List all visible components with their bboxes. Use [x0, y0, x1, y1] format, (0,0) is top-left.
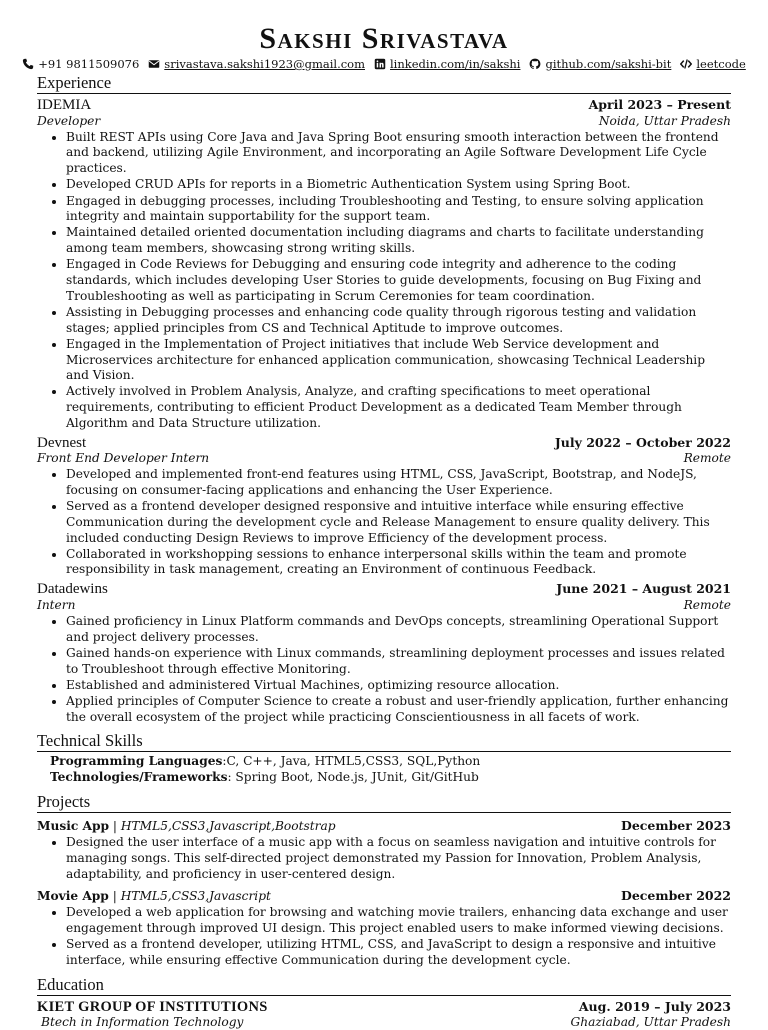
project-separator: | [109, 818, 121, 833]
experience-org: IDEMIA [37, 97, 92, 113]
bullet-item: • Engaged in debugging processes, including Troubleshooting and Testing, to ensure solving application integrity and maintain supportability for the support team. [66, 194, 731, 225]
experience-dates: April 2023 – Present [588, 97, 731, 112]
project-title: Movie App [37, 888, 109, 903]
education-head [37, 999, 731, 1016]
experience-role: Front End Developer Intern [37, 451, 210, 466]
education-dates: Aug. 2019 – July 2023 [578, 998, 731, 1014]
skills-languages-row [50, 754, 731, 770]
project-date: December 2022 [620, 887, 731, 903]
bullet-item: • Gained hands-on experience with Linux commands, streamlining deployment processes and issues related to Troubleshoot through effective Monitoring. [66, 646, 731, 677]
email-link[interactable]: srivastava.sakshi1923@gmail.com [164, 57, 365, 71]
envelope-icon [148, 58, 160, 70]
contact-bar [37, 56, 746, 72]
education-school: KIET GROUP OF INSTITUTIONS [37, 998, 268, 1015]
skills-languages-value: :C, C++, Java, HTML5,CSS3, SQL,Python [222, 754, 481, 769]
experience-location: Remote [683, 451, 731, 466]
skills-frameworks-label: Technologies/Frameworks [50, 770, 228, 785]
bullet-item: • Established and administered Virtual Machines, optimizing resource allocation. [66, 678, 731, 694]
experience-org: Devnest [37, 434, 87, 451]
experience-entry-head [37, 581, 731, 598]
skills-block [37, 754, 731, 785]
project-title: Music App [37, 818, 110, 833]
bullet-item: • Assisting in Debugging processes and enhancing code quality through rigorous testing and validation stages; applied principles from CS and Technical Aptitude to improve outcomes. [66, 305, 731, 336]
bullet-item: • Developed CRUD APIs for reports in a Biometric Authentication System using Spring Boot. [66, 177, 731, 193]
experience-dates: July 2022 – October 2022 [554, 434, 731, 450]
education-sub [37, 1015, 731, 1030]
bullet-item: • Engaged in Code Reviews for Debugging and ensuring code integrity and adherence to the coding standards, which includes developing User Stories to guide developments, focusing on Bug Fixing and Troubleshooting as well as participating in Scrum Ceremonies for team coordination. [66, 257, 731, 304]
project-bullets [37, 905, 731, 968]
contact-leetcode[interactable] [680, 56, 745, 72]
linkedin-link[interactable]: linkedin.com/in/sakshi [390, 57, 521, 71]
resume-page [37, 0, 746, 1030]
leetcode-link[interactable]: leetcode [696, 57, 746, 71]
bullet-item: • Collaborated in workshopping sessions to enhance interpersonal skills within the team and promote responsibility in task management, creating an Environment of continuous Feedback. [66, 547, 731, 578]
section-experience: Experience [37, 73, 731, 94]
project-head [37, 818, 731, 835]
experience-role: Developer [37, 113, 101, 128]
project-separator: | [108, 888, 121, 903]
bullet-item: • Developed and implemented front-end features using HTML, CSS, JavaScript, Bootstrap, and NodeJS, focusing on consumer-facing applications and enhancing the User Experience. [66, 467, 731, 498]
bullet-item: • Designed the user interface of a music app with a focus on seamless navigation and intuitive controls for managing songs. This self-directed project demonstrated my Passion for Innovation, Problem Analysis, adaptability, and proficiency in user-centered design. [66, 835, 731, 882]
section-education: Education [37, 975, 731, 996]
experience-sub [37, 114, 731, 129]
experience-role: Intern [37, 597, 76, 612]
project-heading [37, 889, 271, 905]
contact-phone [22, 56, 139, 72]
skills-languages-label: Programming Languages [50, 754, 223, 769]
contact-email[interactable] [148, 56, 365, 72]
section-technical-skills: Technical Skills [37, 731, 731, 752]
bullet-item: • Applied principles of Computer Science to create a robust and user-friendly application, further enhancing the overall ecosystem of the project while practicing Conscientiousness in all facets of work. [66, 694, 731, 725]
education-degree: Btech in Information Technology [41, 1015, 244, 1030]
linkedin-icon [374, 58, 386, 70]
education-location: Ghaziabad, Uttar Pradesh [570, 1015, 731, 1030]
bullet-item: • Developed a web application for browsing and watching movie trailers, enhancing data exchange and user engagement through improved UI design. This project enabled users to make informed viewing decisions. [66, 905, 731, 936]
experience-location: Remote [683, 597, 731, 612]
bullet-item: • Served as a frontend developer designed responsive and intuitive interface while ensuring effective Communication during the development cycle and Release Management to ensure quality delivery. This included conducting Design Reviews to improve Efficiency of the development process. [66, 499, 731, 546]
bullet-item: • Served as a frontend developer, utilizing HTML, CSS, and JavaScript to design a responsive and intuitive interface, while ensuring effective Communication during the development cycle. [66, 937, 731, 968]
bullet-item: • Maintained detailed oriented documentation including diagrams and charts to facilitate understanding among team members, showcasing strong writing skills. [66, 225, 731, 256]
experience-dates: June 2021 – August 2021 [556, 581, 731, 597]
bullet-item: • Gained proficiency in Linux Platform commands and DevOps concepts, streamlining Operational Support and project delivery processes. [66, 614, 731, 645]
project-stack: HTML5,CSS3,Javascript [120, 888, 271, 903]
experience-bullets [37, 130, 731, 432]
project-head [37, 888, 731, 905]
experience-sub [37, 598, 731, 613]
project-date: December 2023 [620, 817, 731, 833]
project-bullets [37, 835, 731, 882]
contact-github[interactable] [529, 56, 671, 72]
bullet-item: • Built REST APIs using Core Java and Java Spring Boot ensuring smooth interaction between the frontend and backend, utilizing Agile Environment, and incorporating an Agile Software Development Life Cycle practices. [66, 130, 731, 177]
project-heading [37, 819, 336, 835]
experience-entry-head [37, 97, 731, 114]
experience-bullets [37, 614, 731, 725]
phone-icon [22, 58, 34, 70]
code-icon [680, 58, 692, 70]
experience-bullets [37, 467, 731, 578]
contact-linkedin[interactable] [374, 56, 520, 72]
github-link[interactable]: github.com/sakshi-bit [545, 57, 672, 71]
project-list [37, 818, 731, 969]
project-stack: HTML5,CSS3,Javascript,Bootstrap [120, 818, 336, 833]
phone-text: +91 9811509076 [38, 57, 140, 71]
skills-frameworks-row [50, 770, 731, 786]
section-projects: Projects [37, 792, 731, 813]
experience-org: Datadewins [37, 581, 108, 598]
github-icon [529, 58, 541, 70]
resume-name: Sakshi Srivastava [259, 22, 509, 55]
experience-location: Noida, Uttar Pradesh [598, 113, 731, 128]
bullet-item: • Engaged in the Implementation of Project initiatives that include Web Service development and Microservices architecture for enhanced application communication, showcasing Technical Leadership and Vision. [66, 337, 731, 384]
bullet-item: • Actively involved in Problem Analysis, Analyze, and crafting specifications to meet operational requirements, contributing to efficient Product Development as a dedicated Team Member through Algorithm and Data Structure utilization. [66, 384, 731, 431]
skills-frameworks-value: : Spring Boot, Node.js, JUnit, Git/GitHub [227, 770, 479, 785]
experience-sub [37, 451, 731, 466]
experience-entry-head [37, 435, 731, 452]
experience-list [37, 97, 731, 725]
